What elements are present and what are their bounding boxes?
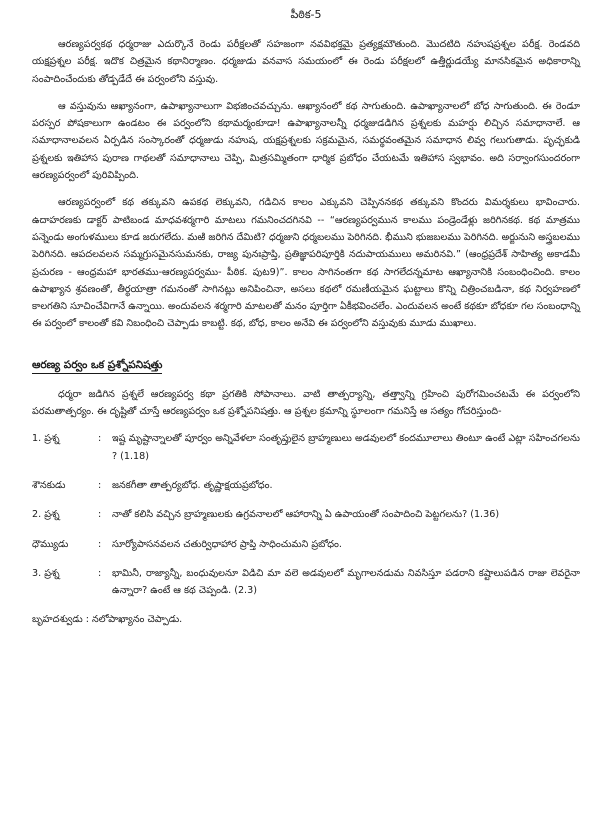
qa-label: శౌనకుడు — [32, 479, 66, 491]
qa-separator: : — [98, 509, 102, 521]
section-paragraph: ధర్మరా జడిగిన ప్రశ్నలే ఆరణ్యపర్వ కథా ప్రగతికి సోపానాలు. వాటి తాత్పర్యాన్ని, తత్త్వాన్ని గ్రహించి పురోగమించటమే ఈ పర్వంలోని పరమతాత్పర్యం. ఈ దృష్టితో చూస్తే ఆరణ్యపర్వం ఒక ప్రశ్నోపనిషత్తు. ఆ ప్రశ్నల క్రమాన్ని స్థూలంగా గమనిస్తే ఆ సత్యం గోచరిస్తుంది- — [32, 388, 580, 418]
qa-text: నాతో కలిసి వచ్చిన బ్రాహ్మణులకు ఉగ్రవనాలలో ఆహారాన్ని ఏ ఉపాయంతో సంపాదించి పెట్టగలను? (1.36) — [112, 509, 500, 521]
qa-row — [32, 430, 580, 465]
qa-label: 1. ప్రశ్న — [32, 433, 60, 445]
paragraph-1: ఆరణ్యపర్వకథ ధర్మరాజు ఎదుర్కొనే రెండు పరీక్షలతో సహజంగా నవవిభక్తమై ప్రత్యక్షమౌతుంది. మొదటిది నహుషప్రశ్నల పరీక్ష. రెండవది యక్షప్రశ్నల పరీక్ష. ఇదొక చిత్రమైన కథానిర్మాణం. ధర్మజుడు వనవాస సమయంలో ఈ రెండు పరీక్షలలో ఉత్తీర్ణుడయ్యే మానసికమైన అధికారాన్ని సంపాదించేందుకు తోడ్పడేదే ఈ పర్వంలోని వస్తువు. — [32, 39, 580, 85]
qa-row — [32, 565, 580, 600]
page-header: పీఠిక-5 — [290, 8, 322, 21]
qa-separator: : — [98, 538, 102, 550]
qa-separator: : — [98, 567, 102, 579]
qa-row — [32, 477, 580, 494]
qa-text: భామినీ, రాజ్యాన్నీ, బంధువులనూ విడిచి మా వలె అడవులలో మృగాలనడుమ నివసిస్తూ పడరాని కష్టాలుపడిన రాజు లెవరైనా ఉన్నారా? ఉంటే ఆ కథ చెప్పండి. (2.3) — [112, 567, 580, 597]
qa-separator: : — [98, 479, 102, 491]
section-heading: ఆరణ్య పర్వం ఒక ప్రశ్నోపనిషత్తు — [32, 357, 162, 374]
paragraph-2: ఆ వస్తువును ఆఖ్యానంగా, ఉపాఖ్యానాలుగా విభజించవచ్చును. ఆఖ్యానంలో కథ సాగుతుంది. ఉపాఖ్యానాలలో బోధ సాగుతుంది. ఈ రెండూ పరస్పర పోషకాలుగా ఉండటం ఈ పర్వంలోని కథామర్మంకూడా! ఉపాఖ్యానాలన్నీ ధర్మజుడడిగిన ప్రశ్నలకు మహర్షు లిచ్చిన సమాధానాలే. ఆ సమాధానాలవలన ఏర్పడిన సంస్కారంతో ధర్మజుడు నహుష, యక్షప్రశ్నలకు సక్రమమైన, సమర్థవంతమైన సమాధాన లివ్వ గలుగుతాడు. పృచ్ఛకుడి ప్రశ్నలకు ఇతిహాస పురాణ గాథలతో సమాధానాలు చెప్పి, మిత్రసమ్మితంగా ధార్మిక ప్రబోధం చేయటమే ఇతిహాస స్వభావం. అది సర్వాంగసుందరంగా ఆరణ్యపర్వంలో పురివిప్పింది. — [32, 100, 580, 182]
qa-text: ఇష్ట మృష్టాన్నాలతో పూర్వం అన్నివేళలా సంతృప్తులైన బ్రాహ్మణులు అడవులలో కందమూలాలు తింటూ ఉంటే ఎట్లా సహించగలను ? (1.18) — [112, 433, 580, 462]
qa-row — [32, 536, 580, 553]
paragraph-3: ఆరణ్యపర్వంలో కథ తక్కువని ఉపకథ లెక్కువని, గడిచిన కాలం ఎక్కువని చెప్పిననకథ తక్కువని కొందరు విమర్శకులు భావించారు. ఉదాహరణకు డాక్టర్ పాటిబండ మాధవశర్మగారి మాటలు గమనించదగినవి -- “ఆరణ్యపర్వమున కాలము పండ్రెండేళ్లు జరిగినకథ. కథ మాత్రము పన్నెండు అంగుళములు కూడ జరుగలేదు. మఱి జరిగిన దేమిటి? ధర్మజుని ధర్మబలము పెరిగినది. భీముని భుజబలము పెరిగినది. అర్జునుని అస్త్రబలము పెరిగినది. ఆపదలవలన సమ్మగ్రుసమైనసుమనకు, రాజ్య పునఃప్రాప్తి, ప్రతిజ్ఞాపరిపూర్తికి నదుపాయములు అమరినవి.” (ఆంధ్రప్రదేశ్ సాహిత్య అకాడమీ ప్రచురణ - ఆంధ్రమహా భారతము-ఆరణ్యపర్వము- పీఠిక. పుట9)”. కాలం సాగినంతగా కథ సాగలేదన్నమాట ఆఖ్యానానికి సంబంధించింది. కాలం ఉపాఖ్యాన శ్రవణంతో, తీర్థయాత్రా గమనంతో సాగినట్లు అనిపించినా, అసలు కథలో రమణీయమైన ఘట్టాలు కొన్ని చిత్రించబడినా, కథ నిర్వహణలో కాలగతిని సూచించేవిగానే ఉన్నాయి. అందువలన శర్మగారి మాటలతో మనం పూర్తిగా ఏకీభవించలేం. ఎందువలన అంటే కథకూ బోధకూ గల సంబంధాన్ని ఈ పర్వంలో కాలంతో కవి నిబంధించి చెప్పాడు కాబట్టి. కథ, బోధ, కాలం అనేవి ఈ పర్వంలోని వస్తువుకు మూడు ముఖాలు. — [32, 197, 580, 330]
qa-row — [32, 506, 580, 523]
qa-text: సూర్యోపాసనవలన చతుర్విధాహార ప్రాప్తి సాధించుమని ప్రబోధం. — [112, 538, 342, 550]
qa-separator: : — [98, 433, 102, 445]
qa-label: 2. ప్రశ్న — [32, 509, 60, 521]
qa-label: ధౌమ్యుడు — [32, 538, 69, 550]
last-line: బృహదశ్వుడు : నలోపాఖ్యానం చెప్పాడు. — [32, 614, 183, 626]
qa-label: 3. ప్రశ్న — [32, 567, 60, 579]
qa-text: జనకగీతా తాత్పర్యబోధ. తృష్ణాక్షయప్రబోధం. — [112, 479, 273, 491]
